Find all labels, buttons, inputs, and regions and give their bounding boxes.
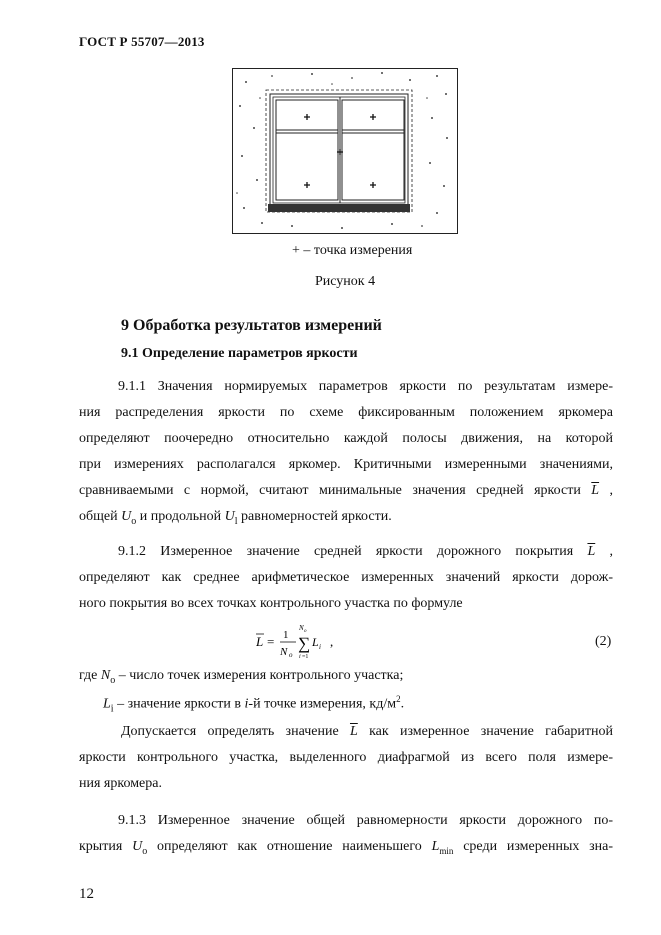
text-line: при измерениях располагался яркомер. Критичными измеренными значениями, xyxy=(79,457,613,472)
text-line: 9.1.2 Измеренное значение средней яркости дорожного покрытия $\overline{L}$ , xyxy=(118,544,613,559)
svg-text:L: L xyxy=(312,635,319,649)
text-line: 9.1.1 Значения нормируемых параметров яркости по результатам измере- xyxy=(118,379,613,394)
text-line: 9.1.3 Измеренное значение общей равномерности яркости дорожного по- xyxy=(118,813,613,828)
svg-text:i: i xyxy=(319,643,321,651)
svg-text:i: i xyxy=(299,654,301,660)
text-line: ния яркомера. xyxy=(79,776,162,791)
section-heading: 9 Обработка результатов измерений xyxy=(121,317,382,334)
text-line: определяют поочередно относительно каждой полосы движения, на которой xyxy=(79,431,613,446)
figure-legend: + – точка измерения xyxy=(292,243,413,258)
text-line: ния распределения яркости по схеме фиксированным положением яркомера xyxy=(79,405,613,420)
text-line: определяют как среднее арифметическое измеренных значений яркости дорож- xyxy=(79,570,613,585)
svg-text:1: 1 xyxy=(283,629,289,641)
text-line: общей $U_o$ и продольной $U_l$ равномерностей яркости. xyxy=(79,509,392,527)
page-number: 12 xyxy=(79,886,94,902)
paragraph-9-1-3 xyxy=(79,808,613,860)
svg-text:=: = xyxy=(267,634,275,649)
where-clause-n: где $N_o$ – число точек измерения контрольного участка; xyxy=(79,668,404,686)
svg-text:N: N xyxy=(299,624,304,632)
figure-caption: Рисунок 4 xyxy=(315,274,376,289)
svg-text:=1: =1 xyxy=(302,654,309,660)
paragraph-9-1-1 xyxy=(79,374,613,530)
svg-text:L: L xyxy=(256,634,264,649)
subsection-heading: 9.1 Определение параметров яркости xyxy=(121,346,358,361)
svg-text:o: o xyxy=(289,651,293,659)
svg-text:,: , xyxy=(330,634,334,649)
text-line: ного покрытия во всех точках контрольного участка по формуле xyxy=(79,596,463,611)
text-line: сравниваемыми с нормой, считают минимальные значения средней яркости $\overline{L}$ , xyxy=(79,483,614,498)
paragraph-9-1-2 xyxy=(79,539,613,617)
svg-text:o: o xyxy=(304,629,307,634)
where-clause-l: $L_i$ – значение яркости в i-й точке измерения, $кд/м^2$. xyxy=(103,694,405,715)
text-line: крытия $U_o$ определяют как отношение наименьшего $L_{min}$ среди измеренных зна- xyxy=(79,839,614,857)
paragraph-allowance xyxy=(79,719,613,797)
equation-number: (2) xyxy=(595,634,612,649)
text-line: яркости контрольного участка, выделенного диафрагмой из всего поля измере- xyxy=(79,750,613,765)
svg-text:∑: ∑ xyxy=(298,634,311,653)
formula-2 xyxy=(256,622,366,664)
window-figure xyxy=(232,68,458,234)
text-line: Допускается определять значение $\overline{L}$ как измеренное значение габаритной xyxy=(121,724,614,739)
svg-text:N: N xyxy=(280,646,288,658)
document-header: ГОСТ Р 55707—2013 xyxy=(79,34,205,49)
